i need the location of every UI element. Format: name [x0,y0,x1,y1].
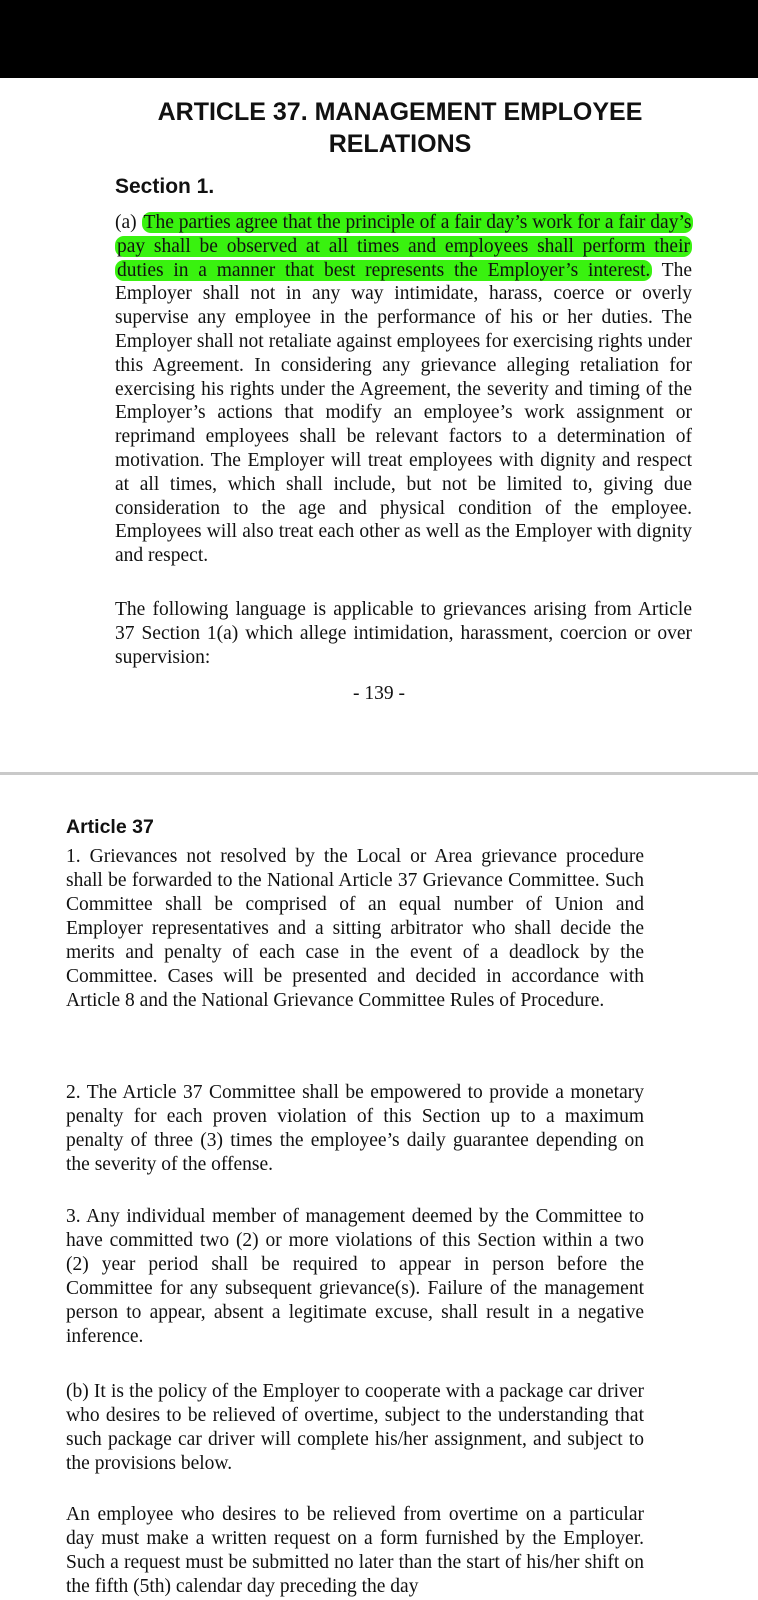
paragraph-a-label: (a) [115,212,137,233]
page-number: - 139 - [353,683,405,704]
article-title [100,96,700,160]
paragraph-a-body: The Employer shall not in any way intimidate, harass, coerce or overly supervise any employee in the performance of his or her duties. The Employer shall not retaliate against employees for exercising rights under this Agreement. In considering any grievance alleging retaliation for exercising his rights under the Agreement, the severity and timing of the Employer’s actions that modify an employee’s work assignment or reprimand employees shall be relevant factors to a determination of motivation. The Employer will treat employees with dignity and respect at all times, which shall include, but not be limited to, giving due consideration to the age and physical condition of the employee. Employees will also treat each other as well as the Employer with dignity and respect. [115,259,692,567]
paragraph-overtime-request: An employee who desires to be relieved from overtime on a particular day must make a written request on a form furnished by the Employer. Such a request must be submitted no later than the start of his/her shift on the fifth (5th) calendar day preceding the day [66,1504,644,1597]
highlighted-text: The parties agree that the principle of a fair day’s work for a fair day’s pay shall be observed at all times and employees shall perform their duties in a manner that best represents the Employer’s interest. [117,212,692,281]
article-title-line2: RELATIONS [328,130,472,158]
section-heading: Section 1. [115,175,215,198]
paragraph-b: (b) It is the policy of the Employer to cooperate with a package car driver who desires to be relieved of overtime, subject to the understanding that such package car driver will complete his/her assignment, and subject to the provisions below. [66,1381,644,1474]
document-page-next [0,775,758,1600]
paragraph-item-2: 2. The Article 37 Committee shall be empowered to provide a monetary penalty for each proven violation of this Section up to a maximum penalty of three (3) times the employee’s daily guarantee depending on the severity of the offense. [66,1082,644,1175]
paragraph-following-language: The following language is applicable to grievances arising from Article 37 Section 1(a) which allege intimidation, harassment, coercion or over supervision: [115,599,692,668]
paragraph-item-3: 3. Any individual member of management deemed by the Committee to have committed two (2) or more violations of this Section within a two (2) year period shall be required to appear in person before the Committee for any subsequent grievance(s). Failure of the management person to appear, absent a legitimate excuse, shall result in a negative inference. [66,1206,644,1347]
paragraph-a [115,211,692,568]
document-page-139 [0,78,758,772]
article-title-line1: ARTICLE 37. MANAGEMENT EMPLOYEE [157,98,643,126]
article-37-heading: Article 37 [66,816,154,838]
paragraph-item-1: 1. Grievances not resolved by the Local or Area grievance procedure shall be forwarded to the National Article 37 Grievance Committee. Such Committee shall be comprised of an equal number of Union and Employer representatives and a sitting arbitrator who shall decide the merits and penalty of each case in the event of a deadlock by the Committee. Cases will be presented and decided in accordance with Article 8 and the National Grievance Committee Rules of Procedure. [66,846,644,1011]
top-black-bar [0,0,758,78]
